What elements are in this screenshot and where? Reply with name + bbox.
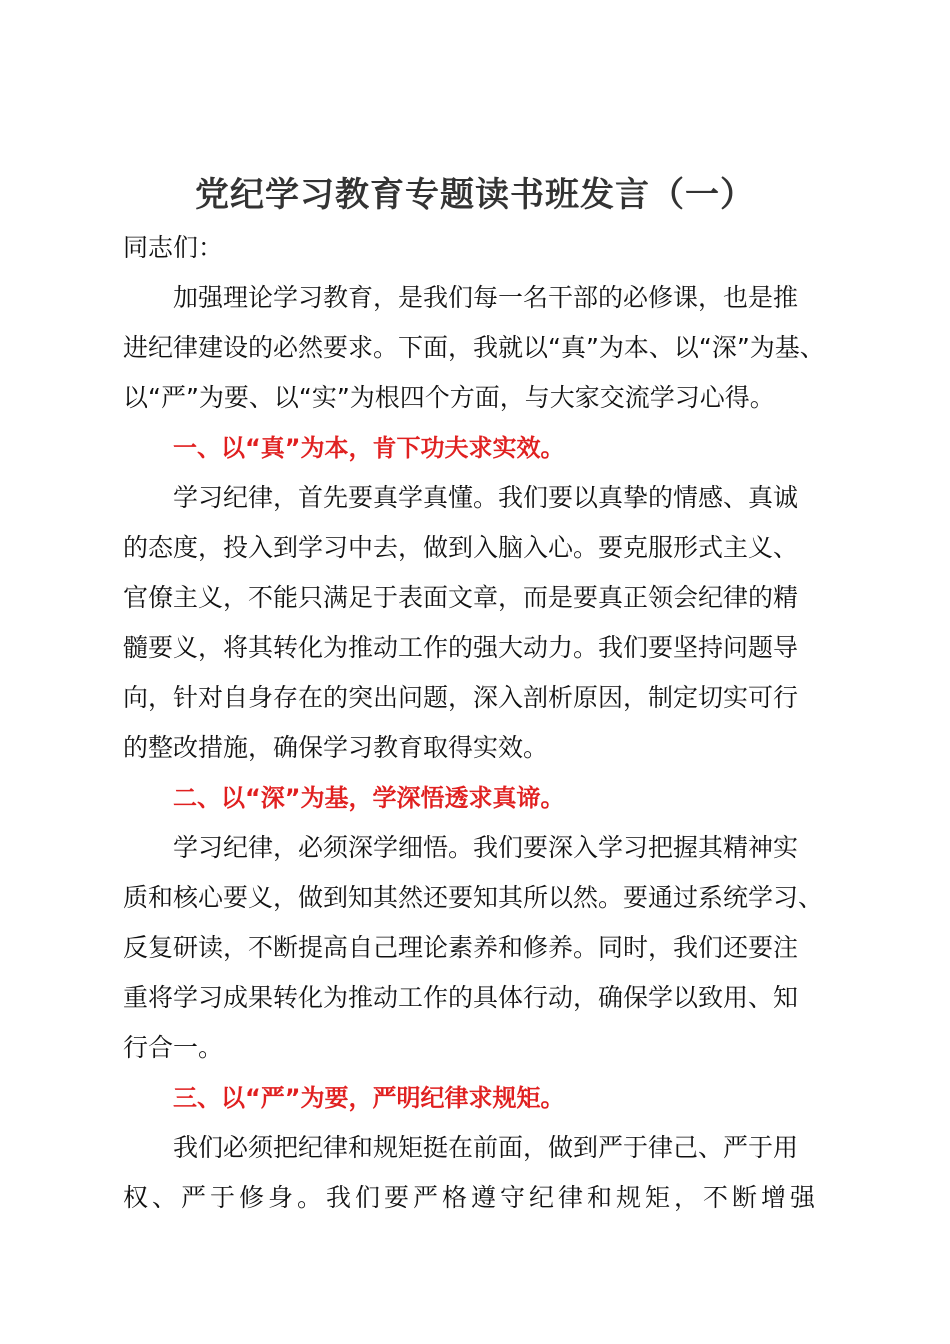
salutation: 同志们： [123,233,224,262]
paragraph-line: 行合一。 [123,1033,224,1062]
paragraph-line: 加强理论学习教育，是我们每一名干部的必修课，也是推 [173,283,799,312]
paragraph-line: 权、严于修身。我们要严格遵守纪律和规矩，不断增强 [123,1183,820,1212]
document-title: 党纪学习教育专题读书班发言（一） [195,175,755,215]
paragraph-line: 反复研读，不断提高自己理论素养和修养。同时，我们还要注 [123,933,799,962]
paragraph-line: 髓要义，将其转化为推动工作的强大动力。我们要坚持问题导 [123,633,799,662]
paragraph-line: 学习纪律，首先要真学真懂。我们要以真挚的情感、真诚 [173,483,799,512]
paragraph-line: 的态度，投入到学习中去，做到入脑入心。要克服形式主义、 [123,533,799,562]
paragraph-line: 官僚主义，不能只满足于表面文章，而是要真正领会纪律的精 [123,583,799,612]
paragraph-line: 质和核心要义，做到知其然还要知其所以然。要通过系统学习、 [123,883,824,912]
paragraph-line: 我们必须把纪律和规矩挺在前面，做到严于律己、严于用 [173,1133,799,1162]
section-heading: 二、以“深”为基，学深悟透求真谛。 [173,784,565,812]
paragraph-line: 重将学习成果转化为推动工作的具体行动，确保学以致用、知 [123,983,799,1012]
paragraph-line: 学习纪律，必须深学细悟。我们要深入学习把握其精神实 [173,833,799,862]
paragraph-line: 以“严”为要、以“实”为根四个方面，与大家交流学习心得。 [123,383,775,412]
section-heading: 三、以“严”为要，严明纪律求规矩。 [173,1084,565,1112]
document-body [123,223,829,1223]
paragraph-line: 的整改措施，确保学习教育取得实效。 [123,733,549,762]
section-heading: 一、以“真”为本，肯下功夫求实效。 [173,434,565,462]
paragraph-line: 向，针对自身存在的突出问题，深入剖析原因，制定切实可行 [123,683,799,712]
paragraph-line: 进纪律建设的必然要求。下面，我就以“真”为本、以“深”为基、 [123,333,825,362]
